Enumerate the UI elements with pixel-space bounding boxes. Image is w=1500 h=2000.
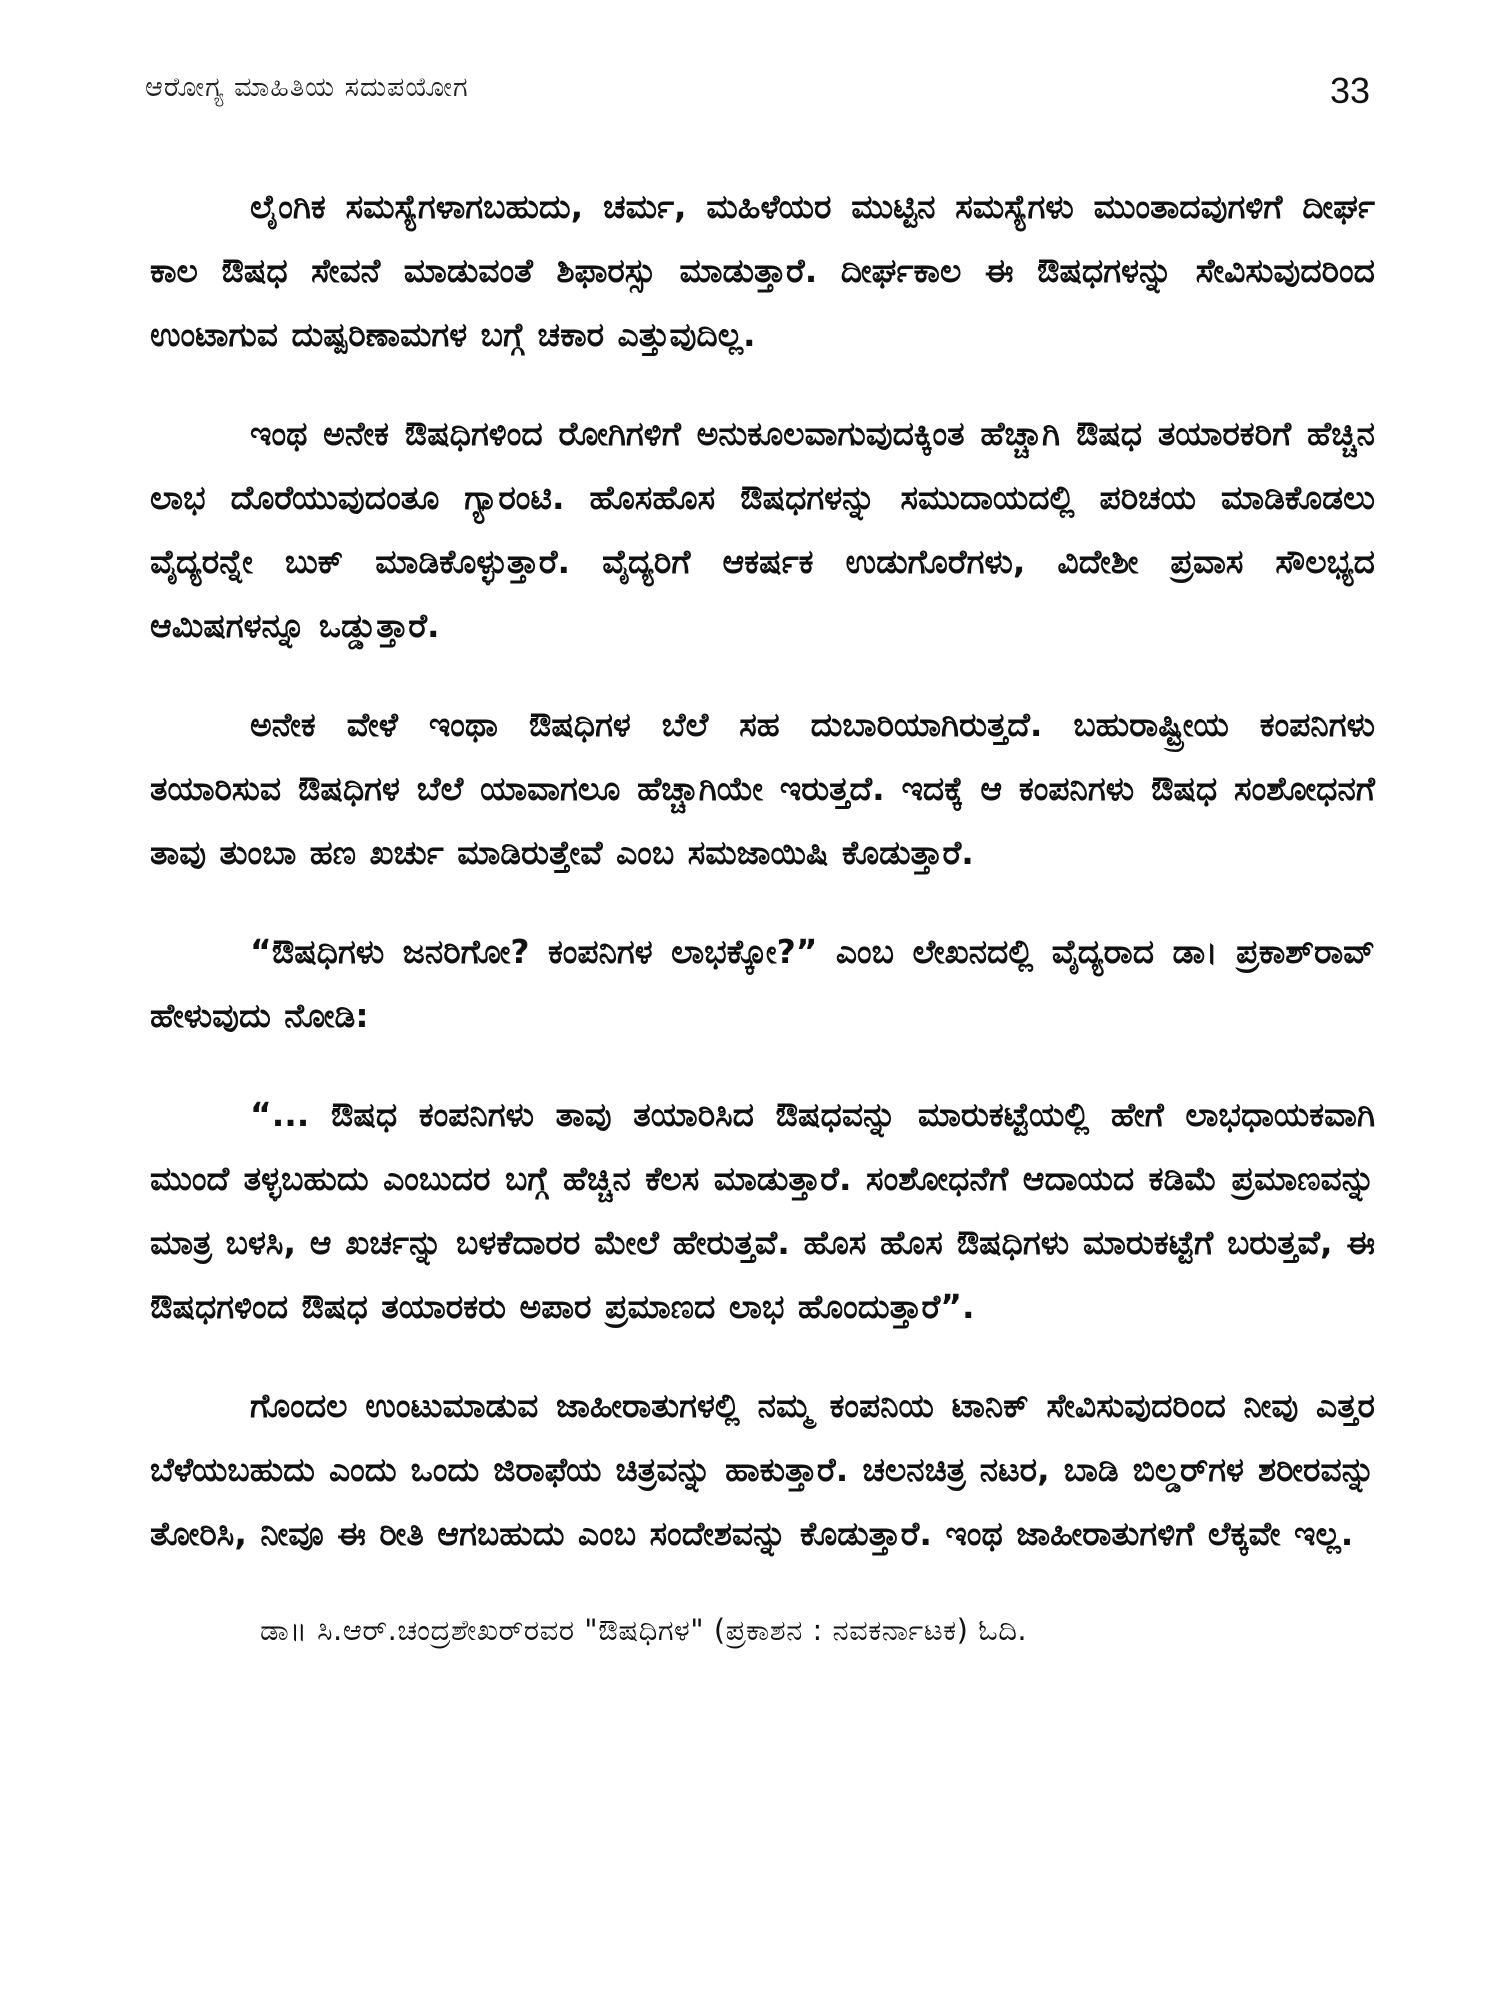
reference-note: ಡಾ॥ ಸಿ.ಆರ್.ಚಂದ್ರಶೇಖರ್‌ರವರ "ಔಷಧಿಗಳ" (ಪ್ರಕಾಶನ : ನವಕರ್ನಾಟಕ) ಓದಿ. xyxy=(260,1613,1028,1647)
paragraph-2: ಇಂಥ ಅನೇಕ ಔಷಧಿಗಳಿಂದ ರೋಗಿಗಳಿಗೆ ಅನುಕೂಲವಾಗುವುದಕ್ಕಿಂತ ಹೆಚ್ಚಾಗಿ ಔಷಧ ತಯಾರಕರಿಗೆ ಹೆಚ್ಚಿನ ಲಾಭ ದೊರೆಯುವುದಂತೂ ಗ್ಯಾರಂಟಿ. ಹೊಸಹೊಸ ಔಷಧಗಳನ್ನು ಸಮುದಾಯದಲ್ಲಿ ಪರಿಚಯ ಮಾಡಿಕೊಡಲು ವೈದ್ಯರನ್ನೇ ಬುಕ್ ಮಾಡಿಕೊಳ್ಳುತ್ತಾರೆ. ವೈದ್ಯರಿಗೆ ಆಕರ್ಷಕ ಉಡುಗೊರೆಗಳು, ವಿದೇಶೀ ಪ್ರವಾಸ ಸೌಲಭ್ಯದ ಆಮಿಷಗಳನ್ನೂ ಒಡ್ಡುತ್ತಾರೆ. xyxy=(150,414,1375,645)
body-text xyxy=(150,175,1375,1659)
running-header-title: ಆರೋಗ್ಯ ಮಾಹಿತಿಯ ಸದುಪಯೋಗ xyxy=(145,72,469,103)
paragraph-1: ಲೈಂಗಿಕ ಸಮಸ್ಯೆಗಳಾಗಬಹುದು, ಚರ್ಮ, ಮಹಿಳೆಯರ ಮುಟ್ಟಿನ ಸಮಸ್ಯೆಗಳು ಮುಂತಾದವುಗಳಿಗೆ ದೀರ್ಘ ಕಾಲ ಔಷಧ ಸೇವನೆ ಮಾಡುವಂತೆ ಶಿಫಾರಸ್ಸು ಮಾಡುತ್ತಾರೆ. ದೀರ್ಘಕಾಲ ಈ ಔಷಧಗಳನ್ನು ಸೇವಿಸುವುದರಿಂದ ಉಂಟಾಗುವ ದುಷ್ಪರಿಣಾಮಗಳ ಬಗ್ಗೆ ಚಕಾರ ಎತ್ತುವುದಿಲ್ಲ. xyxy=(150,187,1375,354)
quoted-passage: “... ಔಷಧ ಕಂಪನಿಗಳು ತಾವು ತಯಾರಿಸಿದ ಔಷಧವನ್ನು ಮಾರುಕಟ್ಟೆಯಲ್ಲಿ ಹೇಗೆ ಲಾಭಧಾಯಕವಾಗಿ ಮುಂದೆ ತಳ್ಳಬಹುದು ಎಂಬುದರ ಬಗ್ಗೆ ಹೆಚ್ಚಿನ ಕೆಲಸ ಮಾಡುತ್ತಾರೆ. ಸಂಶೋಧನೆಗೆ ಆದಾಯದ ಕಡಿಮೆ ಪ್ರಮಾಣವನ್ನು ಮಾತ್ರ ಬಳಸಿ, ಆ ಖರ್ಚನ್ನು ಬಳಕೆದಾರರ ಮೇಲೆ ಹೇರುತ್ತವೆ. ಹೊಸ ಹೊಸ ಔಷಧಿಗಳು ಮಾರುಕಟ್ಟೆಗೆ ಬರುತ್ತವೆ, ಈ ಔಷಧಗಳಿಂದ ಔಷಧ ತಯಾರಕರು ಅಪಾರ ಪ್ರಮಾಣದ ಲಾಭ ಹೊಂದುತ್ತಾರೆ”. xyxy=(150,1095,1375,1326)
paragraph-4: “ಔಷಧಿಗಳು ಜನರಿಗೋ? ಕಂಪನಿಗಳ ಲಾಭಕ್ಕೋ?” ಎಂಬ ಲೇಖನದಲ್ಲಿ ವೈದ್ಯರಾದ ಡಾ। ಪ್ರಕಾಶ್‌ರಾವ್ ಹೇಳುವುದು ನೋಡಿ: xyxy=(150,932,1375,1035)
closing-paragraph: ಗೊಂದಲ ಉಂಟುಮಾಡುವ ಜಾಹೀರಾತುಗಳಲ್ಲಿ ನಮ್ಮ ಕಂಪನಿಯ ಟಾನಿಕ್ ಸೇವಿಸುವುದರಿಂದ ನೀವು ಎತ್ತರ ಬೆಳೆಯಬಹುದು ಎಂದು ಒಂದು ಜಿರಾಫೆಯ ಚಿತ್ರವನ್ನು ಹಾಕುತ್ತಾರೆ. ಚಲನಚಿತ್ರ ನಟರ, ಬಾಡಿ ಬಿಲ್ಡರ್‌ಗಳ ಶರೀರವನ್ನು ತೋರಿಸಿ, ನೀವೂ ಈ ರೀತಿ ಆಗಬಹುದು ಎಂಬ ಸಂದೇಶವನ್ನು ಕೊಡುತ್ತಾರೆ. ಇಂಥ ಜಾಹೀರಾತುಗಳಿಗೆ ಲೆಕ್ಕವೇ ಇಲ್ಲ. xyxy=(150,1386,1375,1553)
page-number: 33 xyxy=(1329,70,1370,111)
paragraph-3: ಅನೇಕ ವೇಳೆ ಇಂಥಾ ಔಷಧಿಗಳ ಬೆಲೆ ಸಹ ದುಬಾರಿಯಾಗಿರುತ್ತದೆ. ಬಹುರಾಷ್ಟ್ರೀಯ ಕಂಪನಿಗಳು ತಯಾರಿಸುವ ಔಷಧಿಗಳ ಬೆಲೆ ಯಾವಾಗಲೂ ಹೆಚ್ಚಾಗಿಯೇ ಇರುತ್ತದೆ. ಇದಕ್ಕೆ ಆ ಕಂಪನಿಗಳು ಔಷಧ ಸಂಶೋಧನಗೆ ತಾವು ತುಂಬಾ ಹಣ ಖರ್ಚು ಮಾಡಿರುತ್ತೇವೆ ಎಂಬ ಸಮಜಾಯಿಷಿ ಕೊಡುತ್ತಾರೆ. xyxy=(150,705,1375,872)
